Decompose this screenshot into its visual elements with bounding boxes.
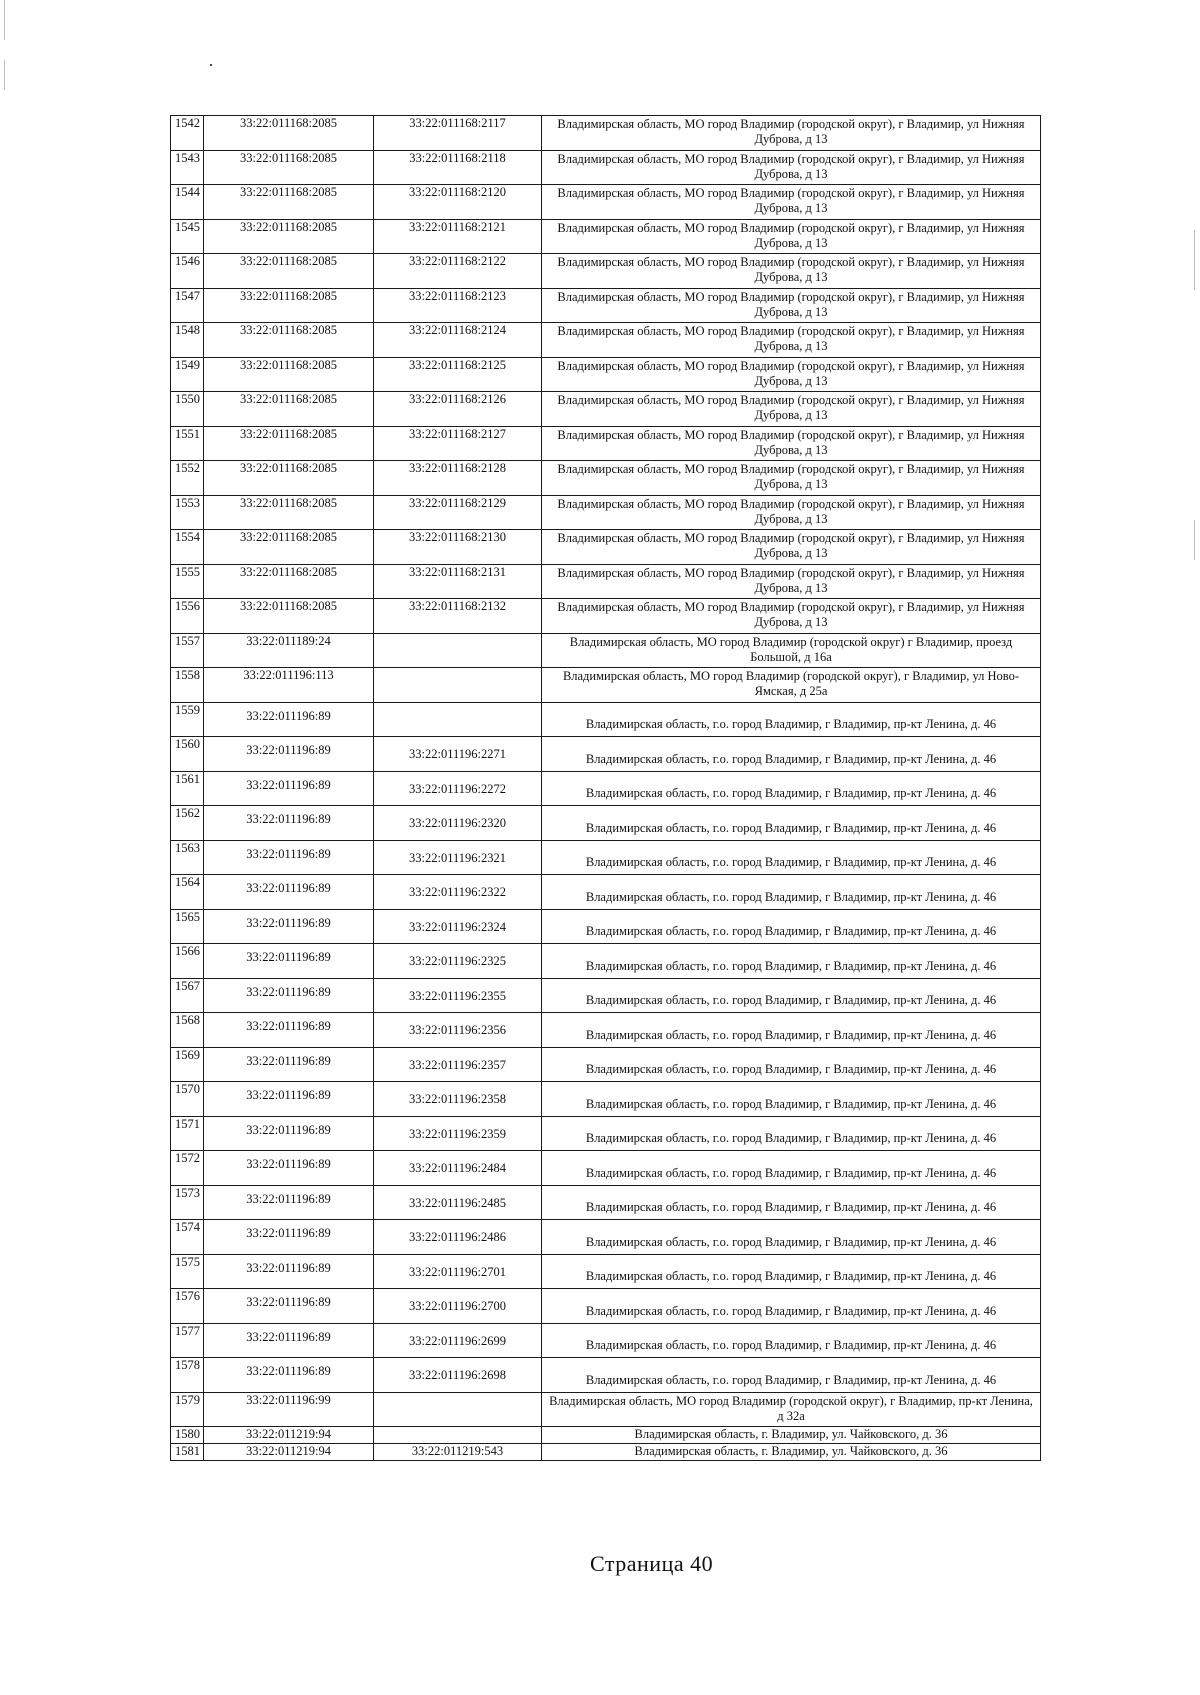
cadastral-number: 33:22:011196:89 bbox=[204, 1323, 374, 1358]
address: Владимирская область, г.о. город Владимир, г Владимир, пр-кт Ленина, д. 46 bbox=[542, 1289, 1041, 1324]
table-row bbox=[171, 1289, 1041, 1324]
cadastral-number: 33:22:011168:2085 bbox=[204, 116, 374, 151]
row-number: 1578 bbox=[171, 1358, 204, 1393]
row-number: 1562 bbox=[171, 806, 204, 841]
row-number: 1554 bbox=[171, 530, 204, 565]
table-row bbox=[171, 633, 1041, 668]
row-number: 1543 bbox=[171, 150, 204, 185]
table-row bbox=[171, 564, 1041, 599]
row-number: 1546 bbox=[171, 254, 204, 289]
row-number: 1557 bbox=[171, 633, 204, 668]
table-row bbox=[171, 944, 1041, 979]
cadastral-number-unit: 33:22:011168:2120 bbox=[374, 185, 542, 220]
row-number: 1551 bbox=[171, 426, 204, 461]
table-row bbox=[171, 185, 1041, 220]
scan-edge-mark bbox=[4, 0, 5, 40]
cadastral-number-unit bbox=[374, 1392, 542, 1426]
cadastral-number-unit bbox=[374, 668, 542, 703]
cadastral-number: 33:22:011196:89 bbox=[204, 1082, 374, 1117]
cadastral-number-unit: 33:22:011168:2127 bbox=[374, 426, 542, 461]
cadastral-number: 33:22:011196:89 bbox=[204, 1254, 374, 1289]
cadastral-number: 33:22:011168:2085 bbox=[204, 150, 374, 185]
table-row bbox=[171, 840, 1041, 875]
cadastral-number-unit: 33:22:011196:2356 bbox=[374, 1013, 542, 1048]
cadastral-number: 33:22:011168:2085 bbox=[204, 530, 374, 565]
cadastral-number-unit: 33:22:011196:2272 bbox=[374, 771, 542, 806]
table-row bbox=[171, 1151, 1041, 1186]
address: Владимирская область, МО город Владимир (городской округ), г Владимир, ул Нижняя Дуброва, д 13 bbox=[542, 495, 1041, 530]
table-row bbox=[171, 1426, 1041, 1443]
cadastral-number-unit bbox=[374, 633, 542, 668]
cadastral-number-unit: 33:22:011196:2322 bbox=[374, 875, 542, 910]
cadastral-number-unit: 33:22:011196:2701 bbox=[374, 1254, 542, 1289]
address: Владимирская область, г.о. город Владимир, г Владимир, пр-кт Ленина, д. 46 bbox=[542, 978, 1041, 1013]
row-number: 1580 bbox=[171, 1426, 204, 1443]
row-number: 1548 bbox=[171, 323, 204, 358]
cadastral-number-unit: 33:22:011219:543 bbox=[374, 1443, 542, 1460]
cadastral-number: 33:22:011196:89 bbox=[204, 875, 374, 910]
row-number: 1567 bbox=[171, 978, 204, 1013]
address: Владимирская область, г.о. город Владимир, г Владимир, пр-кт Ленина, д. 46 bbox=[542, 944, 1041, 979]
cadastral-number-unit: 33:22:011168:2118 bbox=[374, 150, 542, 185]
table-row bbox=[171, 1323, 1041, 1358]
cadastral-number: 33:22:011168:2085 bbox=[204, 461, 374, 496]
cadastral-number: 33:22:011196:89 bbox=[204, 806, 374, 841]
row-number: 1550 bbox=[171, 392, 204, 427]
row-number: 1558 bbox=[171, 668, 204, 703]
row-number: 1574 bbox=[171, 1220, 204, 1255]
row-number: 1570 bbox=[171, 1082, 204, 1117]
cadastral-number-unit: 33:22:011196:2321 bbox=[374, 840, 542, 875]
address: Владимирская область, г.о. город Владимир, г Владимир, пр-кт Ленина, д. 46 bbox=[542, 1047, 1041, 1082]
row-number: 1549 bbox=[171, 357, 204, 392]
table-row bbox=[171, 116, 1041, 151]
table-row bbox=[171, 978, 1041, 1013]
cadastral-number: 33:22:011196:89 bbox=[204, 978, 374, 1013]
table-row bbox=[171, 909, 1041, 944]
row-number: 1563 bbox=[171, 840, 204, 875]
cadastral-table bbox=[170, 115, 1041, 1461]
row-number: 1568 bbox=[171, 1013, 204, 1048]
address: Владимирская область, МО город Владимир (городской округ), г Владимир, ул Нижняя Дуброва, д 13 bbox=[542, 185, 1041, 220]
address: Владимирская область, г.о. город Владимир, г Владимир, пр-кт Ленина, д. 46 bbox=[542, 1220, 1041, 1255]
cadastral-number: 33:22:011168:2085 bbox=[204, 219, 374, 254]
scan-edge-mark bbox=[4, 60, 5, 90]
address: Владимирская область, г.о. город Владимир, г Владимир, пр-кт Ленина, д. 46 bbox=[542, 1323, 1041, 1358]
row-number: 1559 bbox=[171, 702, 204, 737]
table-row bbox=[171, 1254, 1041, 1289]
table-row bbox=[171, 806, 1041, 841]
row-number: 1556 bbox=[171, 599, 204, 634]
cadastral-number-unit: 33:22:011168:2117 bbox=[374, 116, 542, 151]
address: Владимирская область, МО город Владимир (городской округ), г Владимир, пр-кт Ленина, д 32а bbox=[542, 1392, 1041, 1426]
address: Владимирская область, МО город Владимир (городской округ), г Владимир, ул Нижняя Дуброва, д 13 bbox=[542, 150, 1041, 185]
table-row bbox=[171, 1082, 1041, 1117]
cadastral-number-unit bbox=[374, 1426, 542, 1443]
cadastral-number: 33:22:011196:89 bbox=[204, 1013, 374, 1048]
table-row bbox=[171, 1185, 1041, 1220]
row-number: 1577 bbox=[171, 1323, 204, 1358]
address: Владимирская область, МО город Владимир (городской округ), г Владимир, ул Нижняя Дуброва, д 13 bbox=[542, 323, 1041, 358]
table-row bbox=[171, 323, 1041, 358]
cadastral-number: 33:22:011168:2085 bbox=[204, 323, 374, 358]
row-number: 1564 bbox=[171, 875, 204, 910]
cadastral-number: 33:22:011219:94 bbox=[204, 1426, 374, 1443]
cadastral-number-unit: 33:22:011168:2121 bbox=[374, 219, 542, 254]
row-number: 1561 bbox=[171, 771, 204, 806]
cadastral-number-unit: 33:22:011196:2358 bbox=[374, 1082, 542, 1117]
scan-edge-mark bbox=[1194, 230, 1195, 290]
cadastral-number: 33:22:011168:2085 bbox=[204, 357, 374, 392]
cadastral-number-unit: 33:22:011196:2320 bbox=[374, 806, 542, 841]
address: Владимирская область, МО город Владимир (городской округ), г Владимир, ул Нижняя Дуброва, д 13 bbox=[542, 116, 1041, 151]
cadastral-number-unit: 33:22:011168:2130 bbox=[374, 530, 542, 565]
table-row bbox=[171, 254, 1041, 289]
row-number: 1542 bbox=[171, 116, 204, 151]
row-number: 1576 bbox=[171, 1289, 204, 1324]
cadastral-number-unit: 33:22:011168:2125 bbox=[374, 357, 542, 392]
cadastral-number: 33:22:011196:89 bbox=[204, 840, 374, 875]
cadastral-number-unit: 33:22:011168:2122 bbox=[374, 254, 542, 289]
row-number: 1569 bbox=[171, 1047, 204, 1082]
row-number: 1555 bbox=[171, 564, 204, 599]
row-number: 1565 bbox=[171, 909, 204, 944]
table-row bbox=[171, 461, 1041, 496]
cadastral-number-unit: 33:22:011196:2271 bbox=[374, 737, 542, 772]
row-number: 1553 bbox=[171, 495, 204, 530]
table-row bbox=[171, 1392, 1041, 1426]
table-row bbox=[171, 495, 1041, 530]
scan-speck bbox=[210, 64, 212, 66]
table-row bbox=[171, 1047, 1041, 1082]
cadastral-number: 33:22:011168:2085 bbox=[204, 564, 374, 599]
cadastral-number: 33:22:011168:2085 bbox=[204, 185, 374, 220]
cadastral-number: 33:22:011196:99 bbox=[204, 1392, 374, 1426]
cadastral-number-unit: 33:22:011196:2357 bbox=[374, 1047, 542, 1082]
table-row bbox=[171, 1443, 1041, 1460]
address: Владимирская область, МО город Владимир (городской округ), г Владимир, ул Нижняя Дуброва, д 13 bbox=[542, 392, 1041, 427]
table-row bbox=[171, 426, 1041, 461]
table-row bbox=[171, 875, 1041, 910]
address: Владимирская область, МО город Владимир (городской округ), г Владимир, ул Нижняя Дуброва, д 13 bbox=[542, 254, 1041, 289]
address: Владимирская область, МО город Владимир (городской округ), г Владимир, ул Нижняя Дуброва, д 13 bbox=[542, 426, 1041, 461]
address: Владимирская область, г.о. город Владимир, г Владимир, пр-кт Ленина, д. 46 bbox=[542, 771, 1041, 806]
cadastral-number-unit: 33:22:011196:2698 bbox=[374, 1358, 542, 1393]
address: Владимирская область, г.о. город Владимир, г Владимир, пр-кт Ленина, д. 46 bbox=[542, 1254, 1041, 1289]
address: Владимирская область, г.о. город Владимир, г Владимир, пр-кт Ленина, д. 46 bbox=[542, 909, 1041, 944]
address: Владимирская область, г.о. город Владимир, г Владимир, пр-кт Ленина, д. 46 bbox=[542, 1082, 1041, 1117]
scan-edge-mark bbox=[1194, 520, 1195, 560]
row-number: 1566 bbox=[171, 944, 204, 979]
cadastral-number: 33:22:011168:2085 bbox=[204, 426, 374, 461]
address: Владимирская область, г.о. город Владимир, г Владимир, пр-кт Ленина, д. 46 bbox=[542, 737, 1041, 772]
page-number: Страница 40 bbox=[590, 1551, 714, 1576]
table-row bbox=[171, 530, 1041, 565]
table-row bbox=[171, 150, 1041, 185]
cadastral-table-body bbox=[171, 116, 1041, 1461]
cadastral-number-unit bbox=[374, 702, 542, 737]
row-number: 1545 bbox=[171, 219, 204, 254]
cadastral-number: 33:22:011196:89 bbox=[204, 1220, 374, 1255]
row-number: 1581 bbox=[171, 1443, 204, 1460]
cadastral-number-unit: 33:22:011196:2355 bbox=[374, 978, 542, 1013]
table-row bbox=[171, 392, 1041, 427]
address: Владимирская область, г.о. город Владимир, г Владимир, пр-кт Ленина, д. 46 bbox=[542, 840, 1041, 875]
cadastral-number: 33:22:011196:89 bbox=[204, 1185, 374, 1220]
table-row bbox=[171, 737, 1041, 772]
table-row bbox=[171, 219, 1041, 254]
cadastral-number-unit: 33:22:011196:2325 bbox=[374, 944, 542, 979]
cadastral-number: 33:22:011196:89 bbox=[204, 1151, 374, 1186]
cadastral-number-unit: 33:22:011196:2486 bbox=[374, 1220, 542, 1255]
row-number: 1560 bbox=[171, 737, 204, 772]
cadastral-number-unit: 33:22:011168:2124 bbox=[374, 323, 542, 358]
cadastral-number-unit: 33:22:011168:2123 bbox=[374, 288, 542, 323]
cadastral-number: 33:22:011168:2085 bbox=[204, 495, 374, 530]
cadastral-number: 33:22:011196:89 bbox=[204, 1289, 374, 1324]
row-number: 1575 bbox=[171, 1254, 204, 1289]
cadastral-number: 33:22:011168:2085 bbox=[204, 254, 374, 289]
address: Владимирская область, МО город Владимир (городской округ), г Владимир, ул Нижняя Дуброва, д 13 bbox=[542, 219, 1041, 254]
cadastral-number-unit: 33:22:011168:2132 bbox=[374, 599, 542, 634]
address: Владимирская область, г.о. город Владимир, г Владимир, пр-кт Ленина, д. 46 bbox=[542, 1185, 1041, 1220]
row-number: 1573 bbox=[171, 1185, 204, 1220]
row-number: 1571 bbox=[171, 1116, 204, 1151]
address: Владимирская область, МО город Владимир (городской округ), г Владимир, ул Нижняя Дуброва, д 13 bbox=[542, 288, 1041, 323]
cadastral-number-unit: 33:22:011196:2359 bbox=[374, 1116, 542, 1151]
table-row bbox=[171, 288, 1041, 323]
address: Владимирская область, г.о. город Владимир, г Владимир, пр-кт Ленина, д. 46 bbox=[542, 1151, 1041, 1186]
address: Владимирская область, МО город Владимир (городской округ), г Владимир, ул Нижняя Дуброва, д 13 bbox=[542, 530, 1041, 565]
cadastral-number-unit: 33:22:011168:2129 bbox=[374, 495, 542, 530]
address: Владимирская область, г.о. город Владимир, г Владимир, пр-кт Ленина, д. 46 bbox=[542, 875, 1041, 910]
cadastral-number-unit: 33:22:011196:2324 bbox=[374, 909, 542, 944]
cadastral-number: 33:22:011168:2085 bbox=[204, 599, 374, 634]
cadastral-number: 33:22:011168:2085 bbox=[204, 288, 374, 323]
cadastral-number: 33:22:011196:89 bbox=[204, 1358, 374, 1393]
table-row bbox=[171, 599, 1041, 634]
row-number: 1544 bbox=[171, 185, 204, 220]
cadastral-number: 33:22:011219:94 bbox=[204, 1443, 374, 1460]
cadastral-number-unit: 33:22:011168:2131 bbox=[374, 564, 542, 599]
table-row bbox=[171, 668, 1041, 703]
address: Владимирская область, г.о. город Владимир, г Владимир, пр-кт Ленина, д. 46 bbox=[542, 1116, 1041, 1151]
cadastral-number-unit: 33:22:011196:2485 bbox=[374, 1185, 542, 1220]
cadastral-number: 33:22:011168:2085 bbox=[204, 392, 374, 427]
address: Владимирская область, г.о. город Владимир, г Владимир, пр-кт Ленина, д. 46 bbox=[542, 806, 1041, 841]
cadastral-number: 33:22:011196:89 bbox=[204, 909, 374, 944]
table-row bbox=[171, 357, 1041, 392]
cadastral-number-unit: 33:22:011196:2484 bbox=[374, 1151, 542, 1186]
row-number: 1552 bbox=[171, 461, 204, 496]
address: Владимирская область, МО город Владимир (городской округ), г Владимир, ул Нижняя Дуброва, д 13 bbox=[542, 564, 1041, 599]
cadastral-number: 33:22:011196:89 bbox=[204, 944, 374, 979]
cadastral-number-unit: 33:22:011196:2699 bbox=[374, 1323, 542, 1358]
table-row bbox=[171, 1013, 1041, 1048]
cadastral-number: 33:22:011196:89 bbox=[204, 702, 374, 737]
row-number: 1572 bbox=[171, 1151, 204, 1186]
row-number: 1579 bbox=[171, 1392, 204, 1426]
table-row bbox=[171, 771, 1041, 806]
address: Владимирская область, МО город Владимир (городской округ), г Владимир, ул Ново-Ямская, д 25а bbox=[542, 668, 1041, 703]
table-row bbox=[171, 1220, 1041, 1255]
address: Владимирская область, г. Владимир, ул. Чайковского, д. 36 bbox=[542, 1426, 1041, 1443]
cadastral-number: 33:22:011196:89 bbox=[204, 771, 374, 806]
address: Владимирская область, МО город Владимир (городской округ), г Владимир, ул Нижняя Дуброва, д 13 bbox=[542, 599, 1041, 634]
table-row bbox=[171, 1116, 1041, 1151]
address: Владимирская область, г.о. город Владимир, г Владимир, пр-кт Ленина, д. 46 bbox=[542, 1013, 1041, 1048]
table-row bbox=[171, 702, 1041, 737]
address: Владимирская область, г. Владимир, ул. Чайковского, д. 36 bbox=[542, 1443, 1041, 1460]
table-row bbox=[171, 1358, 1041, 1393]
cadastral-number: 33:22:011196:89 bbox=[204, 1047, 374, 1082]
address: Владимирская область, МО город Владимир (городской округ), г Владимир, ул Нижняя Дуброва, д 13 bbox=[542, 461, 1041, 496]
address: Владимирская область, г.о. город Владимир, г Владимир, пр-кт Ленина, д. 46 bbox=[542, 702, 1041, 737]
address: Владимирская область, МО город Владимир (городской округ), г Владимир, ул Нижняя Дуброва, д 13 bbox=[542, 357, 1041, 392]
address: Владимирская область, МО город Владимир (городской округ) г Владимир, проезд Большой, д 16а bbox=[542, 633, 1041, 668]
cadastral-number: 33:22:011196:89 bbox=[204, 737, 374, 772]
cadastral-number-unit: 33:22:011196:2700 bbox=[374, 1289, 542, 1324]
address: Владимирская область, г.о. город Владимир, г Владимир, пр-кт Ленина, д. 46 bbox=[542, 1358, 1041, 1393]
cadastral-number: 33:22:011196:89 bbox=[204, 1116, 374, 1151]
cadastral-number: 33:22:011196:113 bbox=[204, 668, 374, 703]
cadastral-number: 33:22:011189:24 bbox=[204, 633, 374, 668]
row-number: 1547 bbox=[171, 288, 204, 323]
cadastral-number-unit: 33:22:011168:2128 bbox=[374, 461, 542, 496]
cadastral-number-unit: 33:22:011168:2126 bbox=[374, 392, 542, 427]
